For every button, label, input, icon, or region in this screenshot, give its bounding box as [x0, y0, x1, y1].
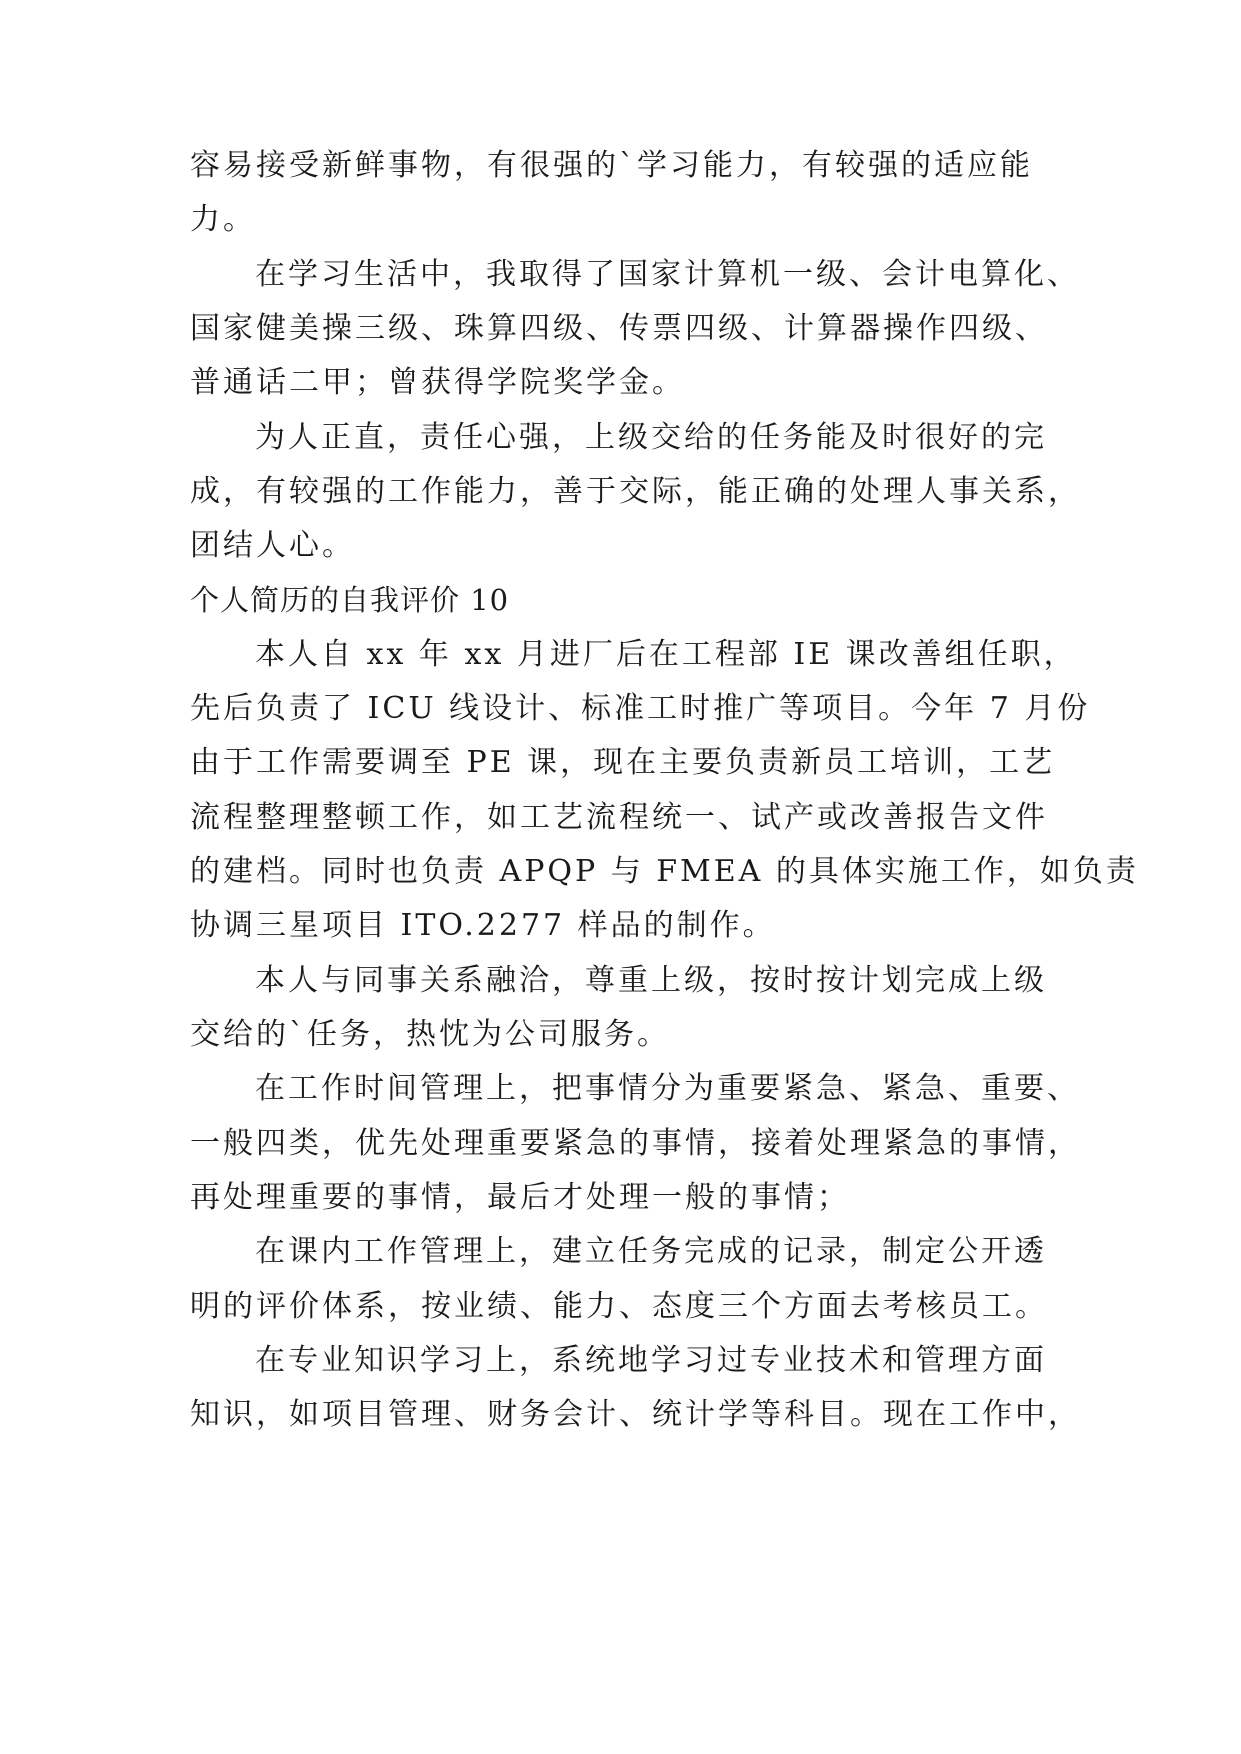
text-line-16: 本人与同事关系融洽，尊重上级，按时按计划完成上级 [255, 963, 1047, 998]
text-line-5: 普通话二甲；曾获得学院奖学金。 [190, 365, 685, 400]
text-line-10: 本人自 xx 年 xx 月进厂后在工程部 IE 课改善组任职， [255, 637, 1077, 672]
text-line-1: 容易接受新鲜事物，有很强的`学习能力，有较强的适应能 [190, 148, 1033, 183]
text-line-17: 交给的`任务，热忱为公司服务。 [190, 1017, 670, 1052]
text-line-15: 协调三星项目 ITO.2277 样品的制作。 [190, 908, 776, 943]
text-line-23: 在专业知识学习上，系统地学习过专业技术和管理方面 [255, 1343, 1047, 1378]
text-line-4: 国家健美操三级、珠算四级、传票四级、计算器操作四级、 [190, 311, 1048, 346]
section-heading: 个人简历的自我评价 10 [190, 583, 510, 617]
text-line-14: 的建档。同时也负责 APQP 与 FMEA 的具体实施工作，如负责 [190, 854, 1139, 889]
text-line-19: 一般四类，优先处理重要紧急的事情，接着处理紧急的事情， [190, 1126, 1081, 1161]
text-line-21: 在课内工作管理上，建立任务完成的记录，制定公开透 [255, 1234, 1047, 1269]
text-line-18: 在工作时间管理上，把事情分为重要紧急、紧急、重要、 [255, 1071, 1080, 1106]
text-line-3: 在学习生活中，我取得了国家计算机一级、会计电算化、 [255, 257, 1080, 292]
text-line-6: 为人正直，责任心强，上级交给的任务能及时很好的完 [255, 420, 1047, 455]
text-line-22: 明的评价体系，按业绩、能力、态度三个方面去考核员工。 [190, 1289, 1048, 1324]
text-line-7: 成，有较强的工作能力，善于交际，能正确的处理人事关系， [190, 474, 1081, 509]
text-line-2: 力。 [190, 202, 256, 237]
text-line-11: 先后负责了 ICU 线设计、标准工时推广等项目。今年 7 月份 [190, 691, 1091, 726]
text-line-13: 流程整理整顿工作，如工艺流程统一、试产或改善报告文件 [190, 800, 1048, 835]
text-line-8: 团结人心。 [190, 528, 355, 563]
text-line-20: 再处理重要的事情，最后才处理一般的事情； [190, 1180, 850, 1215]
text-line-12: 由于工作需要调至 PE 课，现在主要负责新员工培训，工艺 [190, 745, 1056, 780]
text-line-24: 知识，如项目管理、财务会计、统计学等科目。现在工作中， [190, 1397, 1081, 1432]
